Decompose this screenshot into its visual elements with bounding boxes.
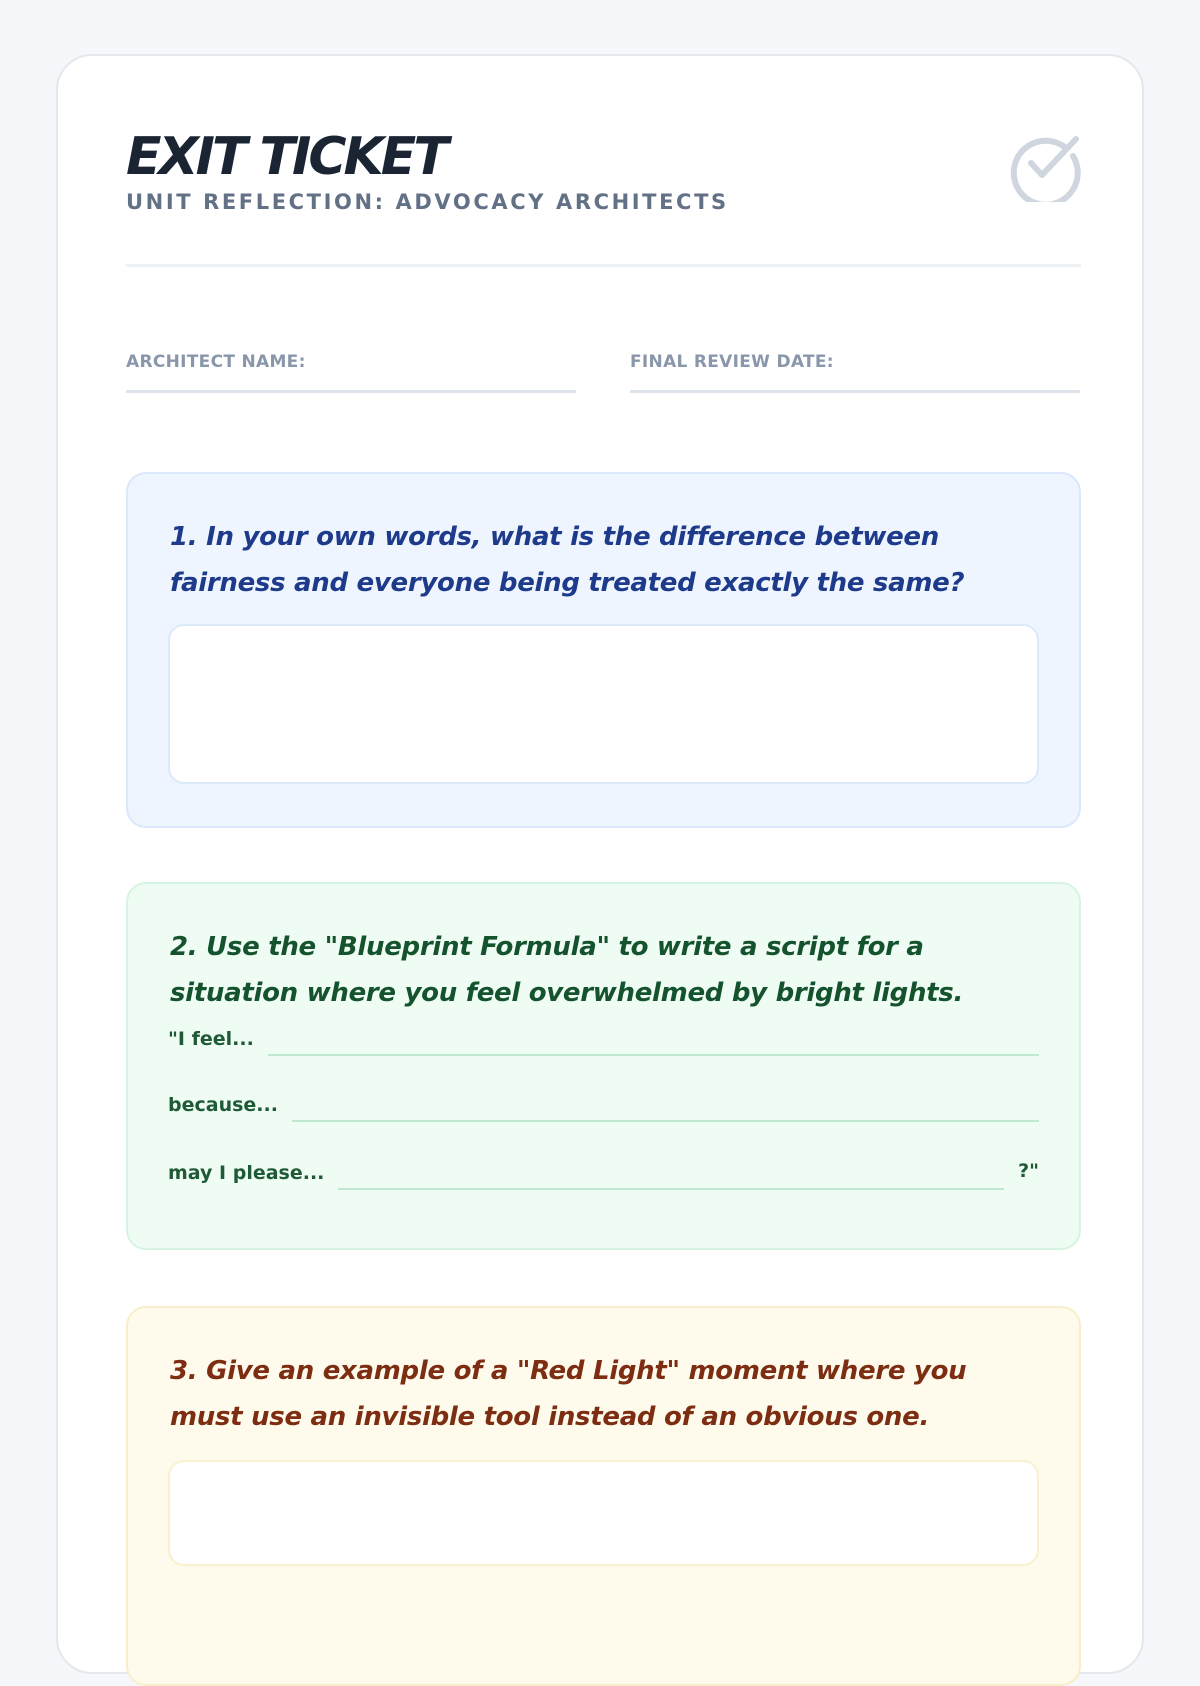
check-circle-icon: [1006, 126, 1082, 202]
architect-name-label: ARCHITECT NAME:: [126, 352, 306, 372]
architect-name-field[interactable]: [126, 352, 576, 393]
question-2-text: 2. Use the "Blueprint Formula" to write a script for a situation where you feel overwhelmed by bright lights.: [170, 932, 964, 1008]
question-3-text: 3. Give an example of a "Red Light" moment where you must use an invisible tool instead of an obvious one.: [170, 1356, 967, 1432]
script-feel-label: "I feel...: [168, 1028, 254, 1050]
script-please-label: may I please...: [168, 1162, 325, 1184]
header: [126, 126, 1082, 214]
review-date-label: FINAL REVIEW DATE:: [630, 352, 834, 372]
script-feel-line[interactable]: [268, 1054, 1039, 1056]
review-date-line[interactable]: [630, 390, 1080, 393]
question-2-box: [126, 882, 1081, 1250]
question-3-answer-area[interactable]: [168, 1460, 1039, 1566]
architect-name-line[interactable]: [126, 390, 576, 393]
review-date-field[interactable]: [630, 352, 1080, 393]
question-1-box: [126, 472, 1081, 828]
script-because-line[interactable]: [292, 1120, 1039, 1122]
question-1-answer-area[interactable]: [168, 624, 1039, 784]
script-please-end: ?": [1018, 1160, 1039, 1182]
header-divider: [126, 264, 1081, 267]
script-row-because: [168, 1094, 1039, 1122]
script-because-label: because...: [168, 1094, 278, 1116]
script-please-line[interactable]: [338, 1188, 1004, 1190]
page-title: EXIT TICKET: [126, 127, 446, 187]
script-row-feel: [168, 1028, 1039, 1056]
page-subtitle: UNIT REFLECTION: ADVOCACY ARCHITECTS: [126, 190, 729, 214]
question-1-text: 1. In your own words, what is the difference between fairness and everyone being treated exactly the same?: [170, 522, 965, 598]
exit-ticket-card: [56, 54, 1144, 1674]
question-3-box: [126, 1306, 1081, 1686]
script-row-please: [168, 1160, 1039, 1190]
